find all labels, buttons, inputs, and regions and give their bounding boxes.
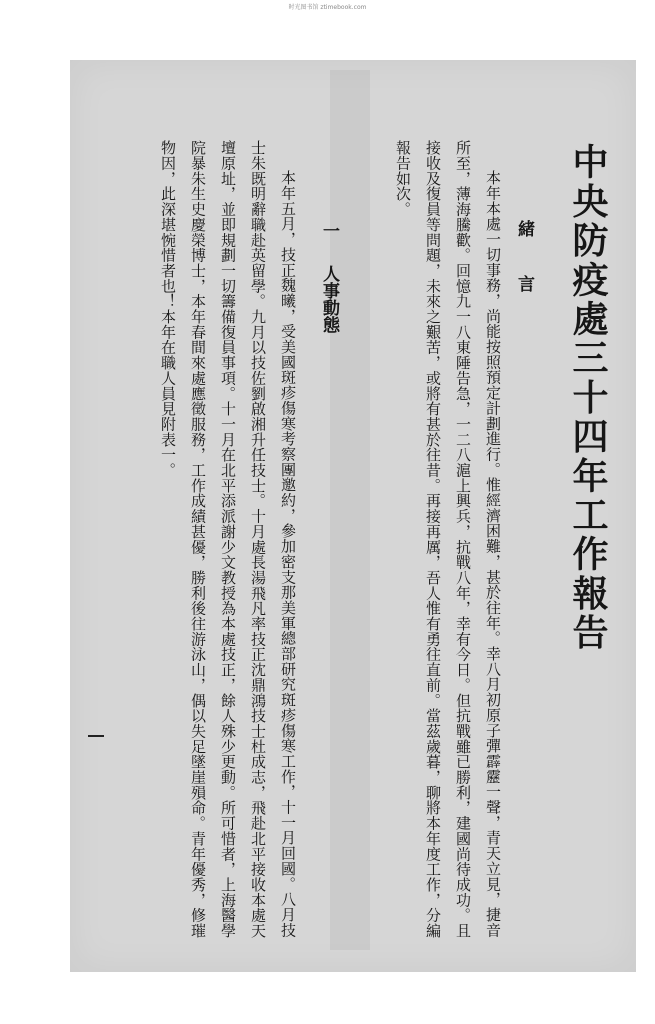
intro-paragraph-line: 本年本處一切事務，尚能按照預定計劃進行。惟經濟困難，甚於往年。幸八月初原子彈霹靂一聲，青天立見，捷音 [484,170,502,938]
site-watermark: 时光图书馆 ztimebook.com [288,4,367,11]
report-title: 中央防疫處三十四年工作報告 [567,143,609,653]
bleed-through-shadow [330,70,370,950]
personnel-paragraph-line: 院暴朱生史慶榮博士，本年春間來處應徵服務，工作成績甚優，勝利後往游泳山，偶以失足墜崖殞命。青年優秀，修璀 [189,140,207,939]
personnel-section-heading [320,222,337,333]
personnel-paragraph-line: 壇原址，並即規劃一切籌備復員事項。十一月在北平添派謝少文教授為本處技正，餘人殊少更動。所可惜者，上海醫學 [219,140,237,939]
intro-heading: 緒言 [514,220,534,330]
page-number-mark [88,735,104,737]
intro-paragraph-line: 接收及復員等問題，未來之艱苦，或將有甚於往昔。再接再厲，吾人惟有勇往直前。當茲歲暮，聊將本年度工作，分編 [424,140,442,939]
personnel-paragraph-line: 本年五月，技正魏曦，受美國斑疹傷寒考察團邀約，參加密支那美軍總部研究斑疹傷寒工作，十一月回國。八月技 [279,170,297,938]
intro-paragraph-line: 報告如次。 [394,140,412,217]
section-number: 一 [319,222,339,239]
section-title: 人事動態 [319,265,339,333]
personnel-paragraph-line: 士朱既明辭職赴英留學。九月以技佐劉啟湘升任技士。十月處長湯飛凡率技正沈鼎鴻技士杜成志，飛赴北平接收本處天 [249,140,267,939]
intro-paragraph-line: 所至，薄海騰歡。回憶九一八東陲告急，一二八滬上興兵，抗戰八年，幸有今日。但抗戰雖已勝利，建國尚待成功。且 [454,140,472,939]
personnel-paragraph-line: 物因，此深堪惋惜者也！本年在職人員見附表一。 [159,140,177,478]
